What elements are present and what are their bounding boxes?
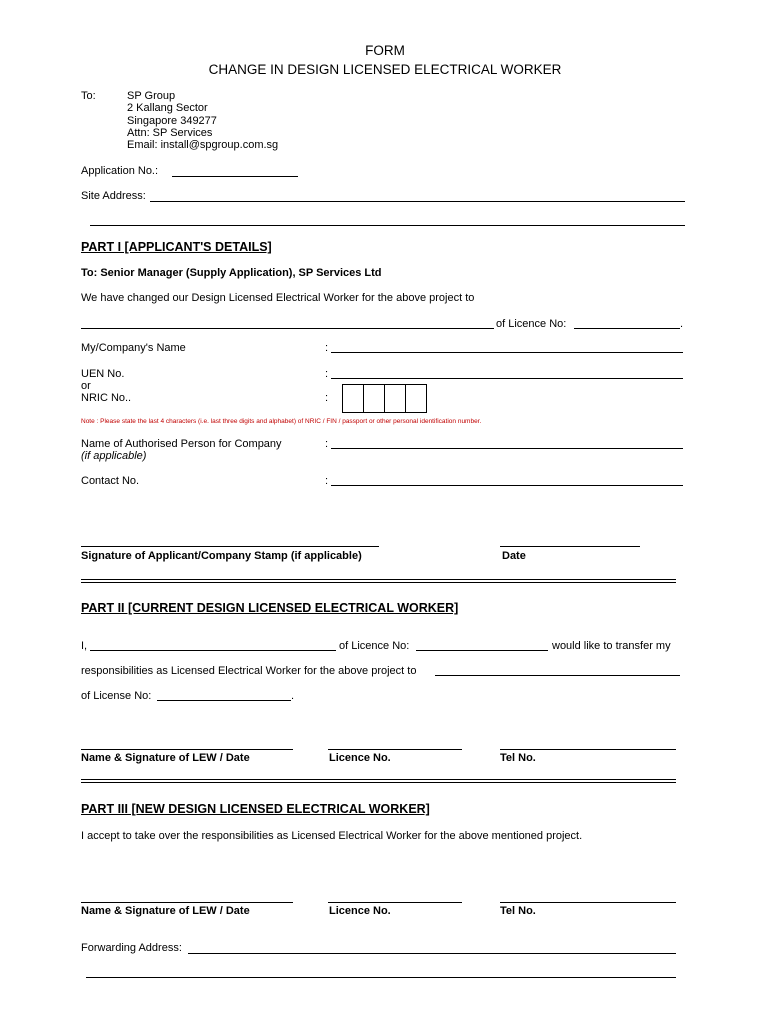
nric-box-2[interactable] — [363, 384, 385, 413]
section-divider — [81, 579, 676, 583]
nric-label: NRIC No.. — [81, 392, 132, 404]
site-address-label: Site Address: — [81, 190, 146, 202]
part3-tel-label: Tel No. — [500, 905, 536, 917]
form-title-line2: CHANGE IN DESIGN LICENSED ELECTRICAL WORKER — [208, 62, 562, 77]
part2-line3: of License No: — [81, 690, 152, 702]
to-line-3: Singapore 349277 — [127, 115, 217, 127]
nric-box-3[interactable] — [384, 384, 406, 413]
part3-tel-field[interactable] — [500, 902, 676, 903]
to-label: To: — [81, 90, 96, 102]
part3-signature-field[interactable] — [81, 902, 293, 903]
period-dot: . — [291, 690, 295, 702]
part2-licence-label: of Licence No: — [339, 640, 410, 652]
forwarding-address-label: Forwarding Address: — [81, 942, 182, 954]
part2-tel-field[interactable] — [500, 749, 676, 750]
new-lew-licence-field[interactable] — [574, 328, 680, 329]
part2-tel-label: Tel No. — [500, 752, 536, 764]
colon: : — [325, 475, 329, 487]
application-no-label: Application No.: — [81, 165, 159, 177]
nric-boxes[interactable] — [342, 384, 426, 413]
transfer-to-field[interactable] — [435, 675, 680, 676]
site-address-field-1[interactable] — [150, 201, 685, 202]
part2-licence-field[interactable] — [328, 749, 462, 750]
part3-licence-no-label: Licence No. — [329, 905, 391, 917]
to-line-2: 2 Kallang Sector — [127, 102, 208, 114]
company-name-label: My/Company's Name — [81, 342, 186, 354]
part1-licence-label: of Licence No: — [496, 318, 567, 330]
part1-intro: We have changed our Design Licensed Electrical Worker for the above project to — [81, 292, 475, 304]
uen-label: UEN No. — [81, 368, 125, 380]
current-lew-licence-field[interactable] — [416, 650, 548, 651]
new-lew-name-field[interactable] — [81, 328, 494, 329]
part2-line2: responsibilities as Licensed Electrical Worker for the above project to — [81, 665, 417, 677]
part3-heading: PART III [NEW DESIGN LICENSED ELECTRICAL WORKER] — [81, 802, 430, 816]
colon: : — [325, 342, 329, 354]
colon: : — [325, 438, 329, 450]
forwarding-address-field-1[interactable] — [188, 953, 676, 954]
part1-heading: PART I [APPLICANT'S DETAILS] — [81, 240, 272, 254]
part2-licence-no-label: Licence No. — [329, 752, 391, 764]
part3-sig-label: Name & Signature of LEW / Date — [81, 905, 250, 917]
company-name-field[interactable] — [331, 352, 683, 353]
signature-label: Signature of Applicant/Company Stamp (if applicable) — [81, 550, 362, 562]
date-label: Date — [502, 550, 526, 562]
part2-heading: PART II [CURRENT DESIGN LICENSED ELECTRICAL WORKER] — [81, 601, 459, 615]
part3-licence-field[interactable] — [328, 902, 462, 903]
part2-sig-label: Name & Signature of LEW / Date — [81, 752, 250, 764]
application-no-field[interactable] — [172, 176, 298, 177]
part3-text: I accept to take over the responsibilities as Licensed Electrical Worker for the above mentioned project. — [81, 830, 583, 842]
colon: : — [325, 368, 329, 380]
section-divider — [81, 779, 676, 783]
period-dot: . — [680, 318, 684, 330]
forwarding-address-field-2[interactable] — [86, 977, 676, 978]
transfer-licence-field[interactable] — [157, 700, 291, 701]
site-address-field-2[interactable] — [90, 225, 685, 226]
nric-note: Note : Please state the last 4 characters (i.e. last three digits and alphabet) of NRIC / FIN / passport or other personal identification number. — [81, 418, 482, 425]
nric-box-1[interactable] — [342, 384, 364, 413]
auth-person-sublabel: (if applicable) — [81, 450, 147, 462]
contact-label: Contact No. — [81, 475, 140, 487]
part2-signature-field[interactable] — [81, 749, 293, 750]
to-line-4: Attn: SP Services — [127, 127, 213, 139]
auth-person-field[interactable] — [331, 448, 683, 449]
applicant-date-field[interactable] — [500, 546, 640, 547]
colon: : — [325, 392, 329, 404]
current-lew-name-field[interactable] — [90, 650, 336, 651]
to-line-5: Email: install@spgroup.com.sg — [127, 139, 279, 151]
uen-field[interactable] — [331, 378, 683, 379]
nric-box-4[interactable] — [405, 384, 427, 413]
or-label: or — [81, 380, 91, 392]
auth-person-label: Name of Authorised Person for Company — [81, 438, 282, 450]
to-line-1: SP Group — [127, 90, 176, 102]
part2-line1-suffix: would like to transfer my — [552, 640, 671, 652]
part2-line1-prefix: I, — [81, 640, 88, 652]
applicant-signature-field[interactable] — [81, 546, 379, 547]
contact-field[interactable] — [331, 485, 683, 486]
form-title-line1: FORM — [365, 43, 405, 58]
part1-addressee: To: Senior Manager (Supply Application), SP Services Ltd — [81, 267, 382, 279]
